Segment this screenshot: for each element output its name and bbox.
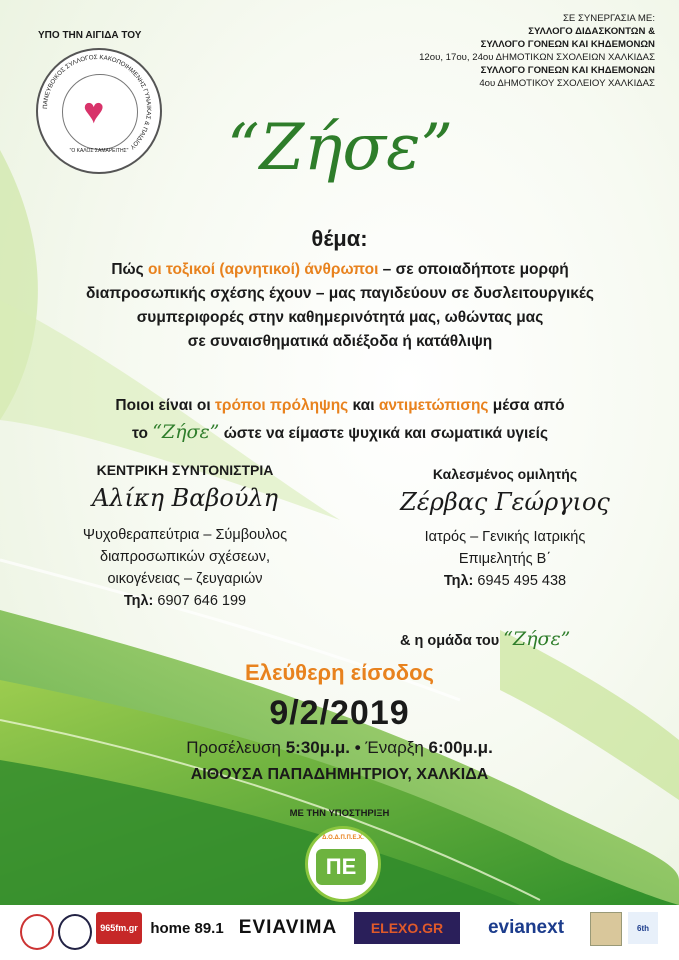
theme-line-1 [20,258,660,282]
speaker-role-line: Επιμελητής Β΄ [458,551,552,567]
speaker-block [380,466,630,592]
partners-line: 4ου ΔΗΜΟΤΙΚΟΥ ΣΧΟΛΕΙΟΥ ΧΑΛΚΙΔΑΣ [479,78,655,89]
theme-line-4: σε συναισθηματικά αδιέξοδα ή κατάθλιψη [187,333,493,350]
logo-ring-label: ΠΑΝΕΥΒΟΙΚΟΣ ΣΥΛΛΟΓΟΣ ΚΑΚΟΠΟΙΗΜΕΝΗΣ ΓΥΝΑΙΚΑΣ & ΠΑΙΔΙΟΥ [41,53,153,151]
emblem-4-logo [628,912,658,944]
coordinator-role-line: οικογένειας – ζευγαριών [107,571,263,587]
logo-inner-text: "Ο ΚΑΛΟΣ ΣΑΜΑΡΕΙΤΗΣ" [69,148,129,154]
eviavima-logo [228,912,348,944]
arrival-time: 5:30μ.μ. [285,738,350,757]
theme-line-3: συμπεριφορές στην καθημερινότητά μας, ωθώντας μας [136,309,544,326]
coordinator-role-line: διαπροσωπικών σχέσεων, [100,549,270,565]
emblem-2-logo [58,914,92,950]
question-part: μέσα από [488,397,565,414]
question-part: και [348,397,379,414]
question-highlight: αντιμετώπισης [378,397,489,414]
arrival-label: Προσέλευση [186,738,286,757]
team-line [400,628,570,650]
association-logo [36,48,162,174]
team-name: “Ζήσε” [503,628,571,650]
phone-label: Τηλ: [123,593,154,609]
coordinator-heading: ΚΕΝΤΡΙΚΗ ΣΥΝΤΟΝΙΣΤΡΙΑ [96,462,274,478]
time-separator: • [350,738,366,757]
support-logo-text: Δ.Ο.Δ.Π.Π.Ε.Χ. [322,835,364,841]
coordinator-role-line: Ψυχοθεραπεύτρια – Σύμβουλος [82,527,288,543]
speaker-heading: Καλεσμένος ομιλητής [432,466,578,482]
event-date: 9/2/2019 [269,694,410,732]
event-title: “Ζήσε” [226,111,454,185]
coordinator-phone: 6907 646 199 [153,593,247,609]
theme-text-part: Πώς [111,261,148,278]
support-logo [305,826,381,902]
question-part: ώστε να είμαστε ψυχικά και σωματικά υγιείς [219,425,549,442]
partners-block [325,12,655,90]
question-text [20,392,660,447]
theme-highlight: οι τοξικοί (αρνητικοί) άνθρωποι [147,261,379,278]
theme-label: θέμα: [311,226,368,251]
theme-text-part: – σε οποιαδήποτε μορφή [378,261,569,278]
question-line-1 [20,392,660,419]
support-logo-mark: ΠΕ [316,849,366,885]
partners-line: ΣΥΛΛΟΓΟ ΓΟΝΕΩΝ ΚΑΙ ΚΗΔΕΜΟΝΩΝ [480,65,655,76]
team-text: & η ομάδα του [400,633,504,649]
question-part: το [131,425,153,442]
free-entry: Ελεύθερη είσοδος [245,660,434,685]
emblem-4-text: 6th [637,923,649,933]
logo-inner-circle [62,74,138,150]
question-zise: “Ζήσε” [152,421,220,443]
home-logo [150,912,224,944]
speaker-phone: 6945 495 438 [473,573,567,589]
theme-text [20,258,660,354]
aegis-label: ΥΠΟ ΤΗΝ ΑΙΓΙΔΑ ΤΟΥ [38,30,142,41]
emblem-3-logo [590,912,622,946]
evianext-logo-text: evianext [487,917,565,938]
radio-logo [96,912,142,944]
start-time: 6:00μ.μ. [428,738,493,757]
elexo-logo-text: ELEXO.GR [370,920,444,936]
phone-label: Τηλ: [443,573,474,589]
evianext-logo [470,912,582,944]
partners-line: 12ου, 17ου, 24ου ΔΗΜΟΤΙΚΩΝ ΣΧΟΛΕΙΩΝ ΧΑΛΚΙΔΑΣ [419,52,655,63]
partners-line: ΣΕ ΣΥΝΕΡΓΑΣΙΑ ΜΕ: [562,13,655,24]
elexo-logo [354,912,460,944]
heart-icon: ♥ [83,90,105,131]
question-part: Ποιοι είναι οι [115,397,215,414]
home-logo-text: home 89.1 [150,919,224,937]
coordinator-block [60,462,310,612]
partners-line: ΣΥΛΛΟΓΟ ΓΟΝΕΩΝ ΚΑΙ ΚΗΔΕΜΟΝΩΝ [480,39,655,50]
emblem-1-logo [20,914,54,950]
speaker-role [380,526,630,592]
question-highlight: τρόποι πρόληψης [214,397,349,414]
event-times [0,738,679,758]
question-line-2 [20,419,660,447]
partners-line: ΣΥΛΛΟΓΟ ΔΙΔΑΣΚΟΝΤΩΝ & [528,26,655,37]
coordinator-signature: Αλίκη Βαβούλη [91,484,279,512]
eviavima-logo-text: EVIAVIMA [238,917,338,938]
event-venue: ΑΙΘΟΥΣΑ ΠΑΠΑΔΗΜΗΤΡΙΟΥ, ΧΑΛΚΙΔΑ [190,766,489,783]
speaker-signature: Ζέρβας Γεώργιος [400,488,610,516]
radio-logo-text: 965fm.gr [100,923,138,933]
start-label: Έναρξη [365,738,429,757]
support-label: ΜΕ ΤΗΝ ΥΠΟΣΤΗΡΙΞΗ [289,808,390,819]
speaker-role-line: Ιατρός – Γενικής Ιατρικής [424,529,586,545]
theme-line-2: διαπροσωπικής σχέσης έχουν – μας παγιδεύουν σε δυσλειτουργικές [86,285,594,302]
coordinator-role [60,524,310,612]
